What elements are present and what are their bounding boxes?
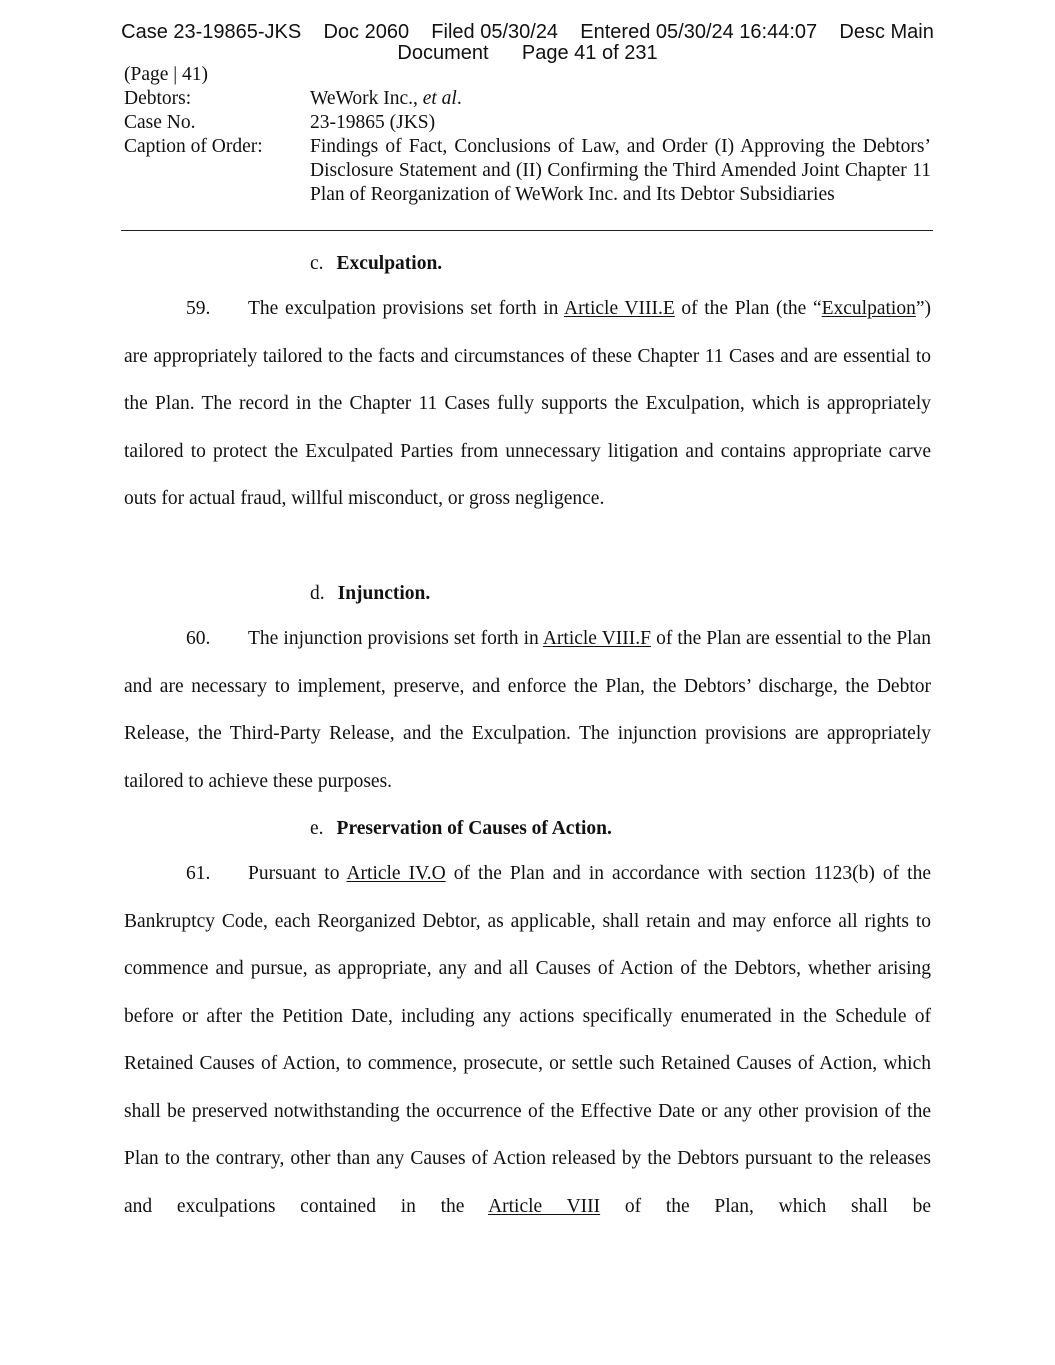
- header-divider: [121, 230, 933, 231]
- paragraph-text: of the Plan are essential to the Plan and are necessary to implement, preserve, and enforce the Plan, the Debtors’ discharge, the Debtor Release, the Third-Party Release, and the Exculpation. The injunction provisions are appropriately tailored to achieve these purposes.: [124, 628, 932, 792]
- debtors-label: Debtors:: [124, 88, 192, 109]
- section-letter: d.: [310, 583, 325, 604]
- debtors-value: [310, 87, 462, 111]
- paragraph-text: The exculpation provisions set forth in: [248, 298, 564, 319]
- section-heading-injunction: [310, 583, 430, 605]
- caption-value: Findings of Fact, Conclusions of Law, and Order (I) Approving the Debtors’ Disclosure Statement and (II) Confirming the Third Amended Joint Chapter 11 Plan of Reorganization of WeWork Inc. and Its Debtor Subsidiaries: [310, 136, 931, 205]
- section-letter: c.: [310, 253, 324, 274]
- section-title: Preservation of Causes of Action.: [336, 818, 612, 839]
- paragraph-text: The injunction provisions set forth in: [248, 628, 543, 649]
- article-reference-link: Article IV.O: [346, 863, 446, 884]
- article-reference-link: Article VIII.F: [542, 628, 651, 649]
- paragraph-text: of the Plan and in accordance with section 1123(b) of the Bankruptcy Code, each Reorganized Debtor, as applicable, shall retain and may enforce all rights to commence and pursue, as appropriate, any and all Causes of Action of the Debtors, whether arising before or after the Petition Date, including any actions specifically enumerated in the Schedule of Retained Causes of Action, to commence, prosecute, or settle such Retained Causes of Action, which shall be preserved notwithstanding the occurrence of the Effective Date or any other provision of the Plan to the contrary, other than any Causes of Action released by the Debtors pursuant to the releases and exculpations contained in the: [124, 863, 931, 1217]
- paragraph-text: Pursuant to: [248, 863, 347, 884]
- section-title: Exculpation.: [336, 253, 443, 274]
- section-heading-preservation: [310, 818, 612, 840]
- debtors-period: .: [456, 88, 462, 109]
- defined-term: Exculpation: [821, 298, 916, 319]
- debtors-et-al: et al: [422, 88, 457, 109]
- article-reference-link: Article VIII: [488, 1195, 601, 1217]
- section-heading-exculpation: [310, 253, 442, 275]
- paragraph-61: [124, 850, 931, 1230]
- paragraph-text: of the Plan (the “: [674, 298, 822, 319]
- paragraph-text: ”) are appropriately tailored to the facts and circumstances of these Chapter 11 Cases and are essential to the Plan. The record in the Chapter 11 Cases fully supports the Exculpation, which is appropriately tailored to protect the Exculpated Parties from unnecessary litigation and contains appropriate carve outs for actual fraud, willful misconduct, or gross negligence.: [124, 298, 931, 509]
- case-number-label: Case No.: [124, 112, 196, 133]
- article-reference-link: Article VIII.E: [563, 298, 675, 319]
- caption-label: Caption of Order:: [124, 136, 263, 157]
- debtors-name: WeWork Inc.,: [310, 88, 418, 109]
- paragraph-59: [124, 285, 931, 523]
- paragraph-number: 60.: [186, 628, 211, 649]
- filing-stamp-line-2: Document Page 41 of 231: [397, 42, 658, 64]
- paragraph-60: [124, 615, 931, 805]
- paragraph-number: 61.: [186, 863, 211, 884]
- page-reference: (Page | 41): [124, 64, 209, 85]
- section-letter: e.: [310, 818, 324, 839]
- paragraph-number: 59.: [186, 298, 211, 319]
- filing-stamp-line-1: Case 23-19865-JKS Doc 2060 Filed 05/30/24 Entered 05/30/24 16:44:07 Desc Main: [121, 21, 934, 43]
- case-number-value: 23-19865 (JKS): [310, 112, 436, 133]
- section-title: Injunction.: [337, 583, 431, 604]
- paragraph-text: of the Plan, which shall be: [600, 1195, 931, 1217]
